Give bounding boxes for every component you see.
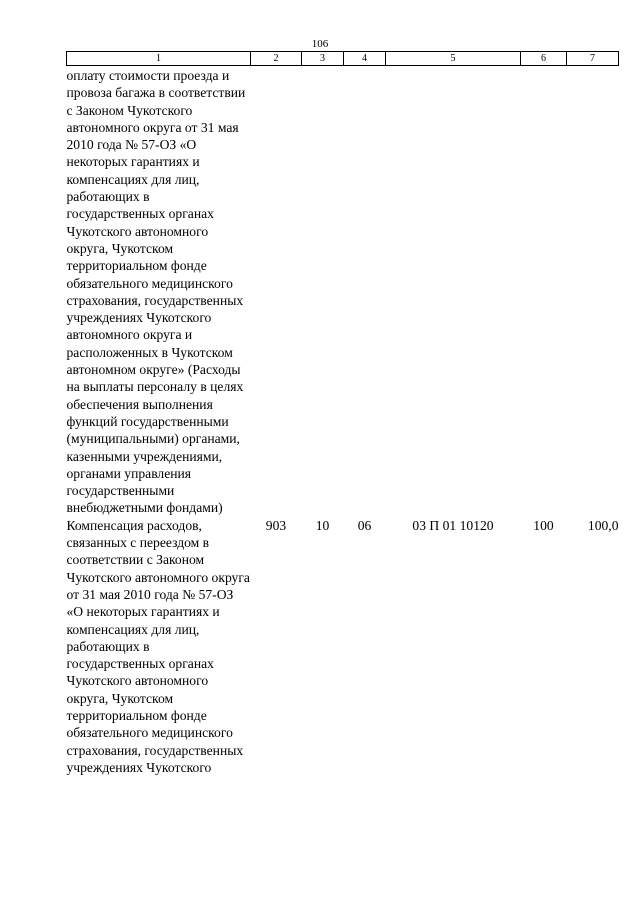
budget-table [66,51,619,776]
row-description: оплату стоимости проезда и провоза багажа в соответствии с Законом Чукотского автономного округа от 31 мая 2010 года № 57-ОЗ «О некоторых гарантиях и компенсациях для лиц, работающих в государственных органах Чукотского автономного округа, Чукотском территориальном фонде обязательного медицинского страхования, государственных учреждениях Чукотского автономного округа и расположенных в Чукотском автономном округе» (Расходы на выплаты персоналу в целях обеспечения выполнения функций государственными (муниципальными) органами, казенными учреждениями, органами управления государственными внебюджетными фондами) [66,68,246,516]
cell-subsection-code: 06 [357,517,372,533]
table-row [67,517,619,776]
row-description: Компенсация расходов, связанных с переездом в соответствии с Законом Чукотского автономного округа от 31 мая 2010 года № 57-ОЗ «О некоторых гарантиях и компенсациях для лиц, работающих в государственных органах Чукотского автономного округа, Чукотском территориальном фонде обязательного медицинского страхования, государственных учреждениях Чукотского [66,517,250,775]
column-header-7: 7 [567,52,619,66]
column-header-5: 5 [386,52,521,66]
column-header-2: 2 [251,52,302,66]
page-number: 106 [311,38,329,50]
cell-ministry-code: 903 [265,517,287,533]
cell-target-article: 03 П 01 10120 [412,517,494,533]
cell-amount [567,66,619,517]
column-header-1: 1 [67,52,251,66]
cell-amount: 100,0 [587,517,619,533]
column-number-header-row [67,52,619,66]
cell-section-code: 10 [315,517,330,533]
cell-ministry-code [251,66,302,517]
table-row [67,66,619,517]
cell-section-code [302,66,344,517]
cell-expense-type [521,66,567,517]
cell-subsection-code [344,66,386,517]
column-header-6: 6 [521,52,567,66]
cell-expense-type: 100 [533,517,554,533]
column-header-4: 4 [344,52,386,66]
column-header-3: 3 [302,52,344,66]
cell-target-article [386,66,521,517]
